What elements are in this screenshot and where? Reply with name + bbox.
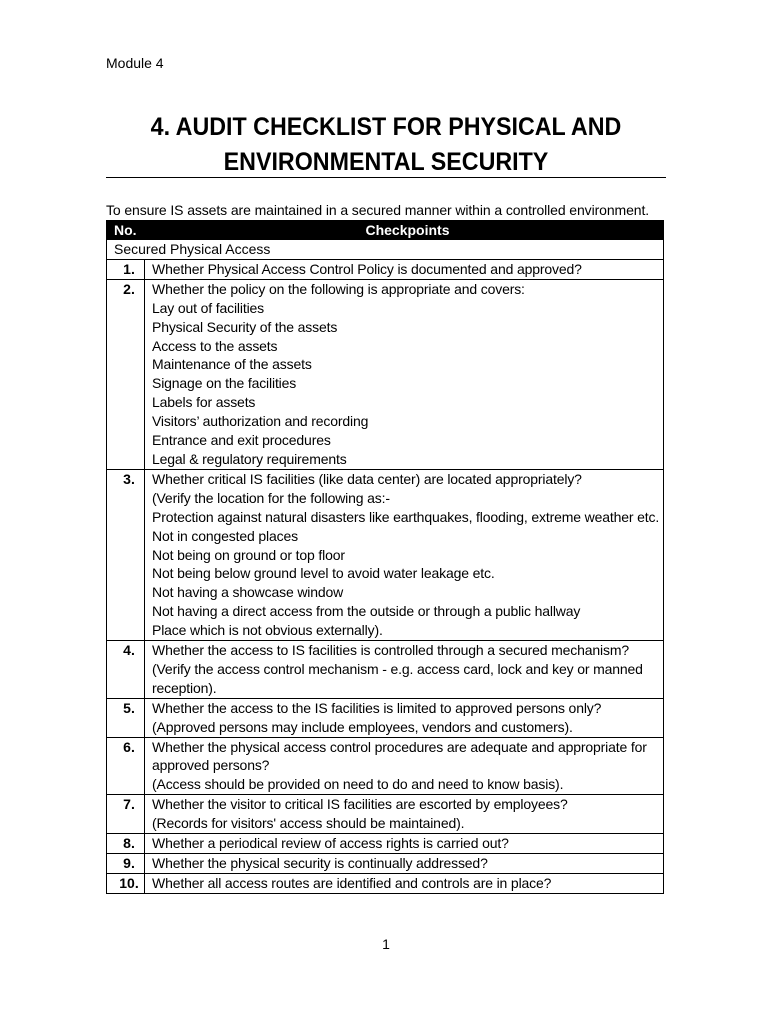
checkpoint-line: Protection against natural disasters like earthquakes, flooding, extreme weather etc.	[152, 508, 660, 525]
section-row	[107, 240, 664, 259]
checkpoint-cell	[145, 737, 664, 795]
row-number: 3.	[107, 469, 145, 640]
checkpoint-cell	[145, 641, 664, 699]
checkpoint-line: Not in congested places	[152, 527, 298, 544]
table-row	[107, 737, 664, 795]
checkpoint-line: (Verify the location for the following as:-	[152, 489, 390, 506]
checkpoint-cell	[145, 469, 664, 640]
checkpoint-line: Whether the physical security is continually addressed?	[152, 855, 488, 871]
table-row	[107, 873, 664, 893]
table-row	[107, 834, 664, 854]
intro-text: To ensure IS assets are maintained in a secured manner within a controlled environment.	[106, 202, 650, 218]
checkpoint-cell	[145, 854, 664, 874]
table-row	[107, 795, 664, 834]
checkpoint-line: approved persons?	[152, 757, 270, 774]
checkpoint-line: Maintenance of the assets	[152, 356, 312, 373]
module-label: Module 4	[106, 55, 164, 71]
checkpoint-line: reception).	[152, 679, 217, 696]
checkpoint-line: Whether the policy on the following is appropriate and covers:	[152, 280, 525, 297]
section-title: Secured Physical Access	[107, 240, 664, 259]
checkpoint-line: Lay out of facilities	[152, 299, 265, 316]
checkpoint-line: Labels for assets	[152, 394, 256, 411]
checkpoint-line: Entrance and exit procedures	[152, 432, 331, 449]
row-number: 5.	[107, 698, 145, 737]
row-number: 8.	[107, 834, 145, 854]
checkpoint-line: (Access should be provided on need to do and need to know basis).	[152, 776, 564, 793]
checkpoint-cell	[145, 873, 664, 893]
row-number: 10.	[107, 873, 145, 893]
checkpoint-line: Whether the access to IS facilities is controlled through a secured mechanism?	[152, 642, 629, 659]
table-row	[107, 854, 664, 874]
column-header-no: No.	[107, 220, 145, 240]
checkpoint-line: Whether the visitor to critical IS facilities are escorted by employees?	[152, 796, 568, 813]
checkpoint-cell	[145, 279, 664, 469]
checkpoint-line: (Verify the access control mechanism - e.g. access card, lock and key or manned	[152, 660, 643, 677]
checkpoint-cell	[145, 259, 664, 279]
page-title	[126, 110, 647, 180]
table-header-row	[107, 220, 664, 240]
checkpoint-line: Whether a periodical review of access rights is carried out?	[152, 835, 509, 852]
row-number: 1.	[107, 259, 145, 279]
table-row	[107, 469, 664, 640]
audit-checklist-table	[106, 220, 664, 894]
checkpoint-line: Legal & regulatory requirements	[152, 450, 347, 467]
row-number: 2.	[107, 279, 145, 469]
title-divider	[106, 177, 666, 178]
checkpoint-line: Whether all access routes are identified and controls are in place?	[152, 874, 552, 891]
checkpoint-line: Not being below ground level to avoid water leakage etc.	[152, 565, 495, 582]
page-number: 1	[382, 936, 390, 952]
row-number: 4.	[107, 641, 145, 699]
checkpoint-line: Not having a direct access from the outside or through a public hallway	[152, 603, 581, 620]
column-header-checkpoints: Checkpoints	[145, 220, 664, 240]
page-title-line-2: ENVIRONMENTAL SECURITY	[223, 148, 549, 176]
row-number: 9.	[107, 854, 145, 874]
checkpoint-line: Visitors’ authorization and recording	[152, 413, 369, 430]
checkpoint-line: Whether the access to the IS facilities is limited to approved persons only?	[152, 699, 602, 716]
checkpoint-line: (Approved persons may include employees, vendors and customers).	[152, 718, 573, 735]
checkpoint-line: Place which is not obvious externally).	[152, 622, 383, 639]
checkpoint-cell	[145, 698, 664, 737]
checkpoint-line: Not having a showcase window	[152, 584, 344, 601]
table-row	[107, 259, 664, 279]
table-row	[107, 279, 664, 469]
checkpoint-line: Whether critical IS facilities (like data center) are located appropriately?	[152, 470, 582, 487]
table-row	[107, 698, 664, 737]
checkpoint-cell	[145, 795, 664, 834]
checkpoint-line: Whether the physical access control procedures are adequate and appropriate for	[152, 738, 647, 755]
checkpoint-line: Not being on ground or top floor	[152, 546, 345, 563]
row-number: 7.	[107, 795, 145, 834]
checkpoint-line: Whether Physical Access Control Policy is documented and approved?	[152, 260, 582, 277]
row-number: 6.	[107, 737, 145, 795]
table-row	[107, 641, 664, 699]
page-title-line-1: 4. AUDIT CHECKLIST FOR PHYSICAL AND	[150, 113, 622, 141]
checkpoint-line: (Records for visitors' access should be maintained).	[152, 815, 465, 832]
checkpoint-line: Access to the assets	[152, 337, 278, 354]
checkpoint-line: Signage on the facilities	[152, 375, 297, 392]
checkpoint-cell	[145, 834, 664, 854]
checkpoint-line: Physical Security of the assets	[152, 318, 338, 335]
